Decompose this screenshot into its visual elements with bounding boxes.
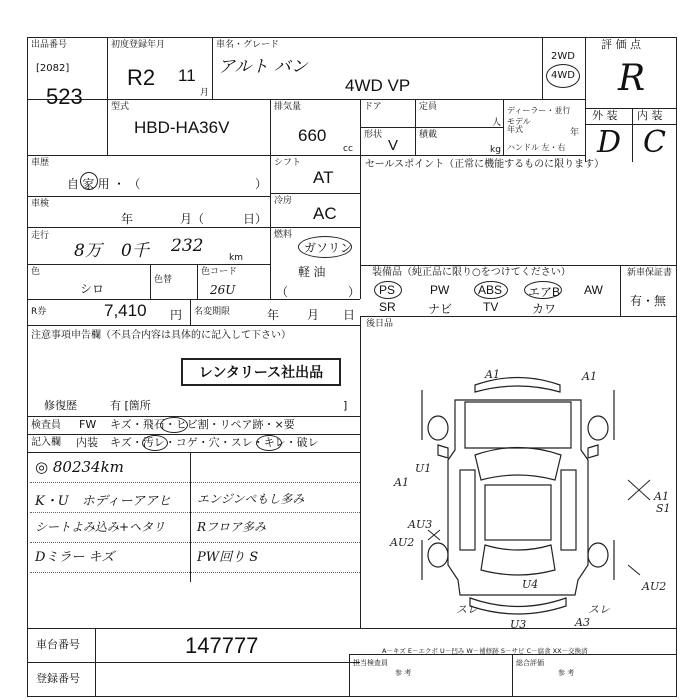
model-year-label: モデル 年式	[507, 117, 531, 134]
door-label: ドア	[364, 102, 382, 112]
lot-label: 出品番号	[31, 40, 68, 50]
shape: V	[388, 137, 399, 154]
drive-2wd: 2WD	[551, 51, 575, 62]
repair-value: 有 [箇所	[110, 399, 151, 412]
car-name: アルト バン	[218, 57, 308, 77]
name-change-year: 年	[267, 308, 280, 322]
damage-legend: A－キズ E－エクボ U－凹み W－補修跡 S－サビ C－腐食 XX－交換済	[382, 647, 588, 655]
model: HBD-HA36V	[134, 118, 230, 137]
km-unit: km	[229, 253, 243, 263]
equip-airbag: エアB	[528, 285, 561, 299]
color-code: 26U	[210, 283, 236, 297]
color-value: シロ	[80, 282, 105, 296]
chassis-label: 車台番号	[36, 638, 80, 651]
equip-sr: SR	[379, 300, 396, 314]
shift: AT	[313, 168, 334, 187]
note-body-1: K・U ホディーアアヒ	[35, 494, 171, 509]
inspector-label: 担当検査員	[353, 659, 388, 667]
grade: 4WD VP	[345, 76, 411, 95]
chassis-number: 147777	[185, 633, 259, 658]
ac-label: 冷房	[274, 196, 293, 206]
inspection-year: 年	[121, 212, 134, 226]
mark-a1-front-left: A1	[485, 368, 500, 381]
color-code-label: 色コード	[201, 267, 238, 277]
shape-label: 形状	[364, 130, 383, 140]
reg-label: 登録番号	[36, 672, 80, 685]
exterior-label: 外 装	[592, 109, 618, 122]
equip-ps: PS	[379, 283, 396, 297]
mark-au2-right: AU2	[642, 580, 667, 593]
warranty-value: 有・無	[630, 294, 667, 308]
fuel-label: 燃料	[274, 230, 293, 240]
mark-u4: U4	[522, 578, 539, 591]
equip-tv: TV	[483, 300, 499, 314]
cc-unit: cc	[343, 144, 353, 154]
history-label: 車歴	[31, 158, 50, 168]
score: R	[618, 58, 646, 99]
equip-abs: ABS	[478, 283, 503, 297]
equip-navi: ナビ	[428, 302, 453, 316]
note-seat: シートよみ込み+ヘタリ	[35, 520, 166, 534]
mark-a1-right: A1	[654, 490, 669, 503]
load-label: 積載	[419, 130, 438, 140]
mark-a1-front-right: A1	[582, 370, 597, 383]
first-reg-label: 初度登録年月	[111, 40, 166, 50]
mark-a1-left: A1	[394, 476, 409, 489]
mileage-sen: 0千	[121, 241, 149, 261]
equipment-grid	[366, 280, 616, 316]
history-value: 自 家 用 ・ （	[67, 177, 141, 191]
equip-leather: カワ	[532, 302, 557, 316]
mileage-label: 走行	[31, 231, 50, 241]
repair-label: 修復歴	[44, 399, 77, 412]
mark-au3: AU3	[408, 518, 433, 531]
warranty-label: 新車保証書	[627, 268, 673, 278]
mark-scuff-right: スレ	[588, 603, 610, 616]
mark-s1: S1	[656, 502, 671, 515]
first-reg-month-unit: 月	[200, 88, 210, 98]
name-grade-label: 車名・グレード	[216, 40, 280, 50]
rating-label: 総合評価	[516, 659, 544, 667]
note-engine: エンジンペもし多み	[197, 492, 305, 506]
shift-label: シフト	[274, 158, 302, 168]
dealer-label: ディーラー・並行	[507, 106, 571, 115]
mark-u1: U1	[415, 462, 432, 475]
rental-lease-stamp: レンタリース社出品	[181, 358, 341, 386]
model-label: 型式	[111, 102, 130, 112]
interior-grade: C	[643, 125, 666, 160]
note-mirror: Dミラー キズ	[35, 550, 115, 565]
person-unit: 人	[492, 118, 502, 128]
notes-label: 注意事項申告欄（不具合内容は具体的に記入して下さい）	[31, 330, 291, 341]
inspection-label: 車検	[31, 199, 50, 209]
repair-close: ]	[343, 399, 348, 412]
fuel-1: ガソリン	[304, 241, 353, 255]
interior-label: 内 装	[637, 109, 663, 122]
equip-pw: PW	[430, 283, 450, 297]
car-damage-diagram	[360, 330, 677, 630]
note-pw: PW回り S	[197, 550, 259, 565]
rating-sub: 参 考	[558, 669, 575, 677]
equip-aw: AW	[584, 283, 603, 297]
inspection-month: 月（	[180, 212, 205, 226]
first-reg-era: R2	[127, 65, 156, 90]
lot-number: 523	[46, 84, 83, 109]
note-mileage: ◎ 80234km	[35, 458, 124, 476]
recycle-yen: 円	[170, 308, 183, 322]
color-label: 色	[31, 267, 41, 277]
drive-4wd: 4WD	[551, 70, 575, 81]
name-change-day: 日	[343, 308, 356, 322]
recycle-label: R券	[31, 307, 47, 317]
history-close: ）	[255, 177, 268, 191]
check-fw: FW	[79, 418, 97, 431]
fuel-2: 軽 油	[298, 265, 326, 279]
entry-items: キズ・汚レ・コゲ・穴・スレ・キレ・破レ	[110, 436, 319, 449]
handle-label: ハンドル 左・右	[507, 143, 566, 152]
displacement: 660	[298, 126, 327, 145]
entry-label: 記入欄	[31, 437, 61, 448]
name-change-label: 名変期限	[194, 307, 231, 317]
mileage-man: 8万	[74, 241, 102, 261]
mark-scuff-left: スレ	[456, 603, 478, 616]
mark-u3: U3	[510, 618, 527, 630]
rear-seat-label: 後日品	[366, 319, 394, 329]
sales-point-label: セールスポイント（正常に機能するものに限ります）	[365, 159, 605, 170]
first-reg-month: 11	[178, 66, 196, 85]
fuel-paren: （ ）	[276, 285, 361, 299]
mark-au2-left: AU2	[390, 536, 415, 549]
name-change-month: 月	[307, 308, 320, 322]
score-label: 評 価 点	[601, 38, 641, 51]
capacity-label: 定員	[419, 102, 438, 112]
ac: AC	[313, 204, 337, 223]
equipment-label: 装備品（純正品に限り○をつけてください）	[372, 267, 571, 278]
color-change-label: 色替	[154, 275, 173, 285]
mark-a3: A3	[575, 616, 590, 629]
recycle-amount: 7,410	[104, 301, 147, 320]
note-floor: Rフロア多み	[197, 520, 267, 534]
mileage-rest: 232	[171, 236, 204, 256]
entry-interior: 内装	[76, 436, 98, 449]
year-unit: 年	[570, 128, 580, 138]
inspection-day: 日）	[243, 212, 268, 226]
check-label: 検査員	[31, 420, 61, 431]
lot-code: [2082]	[36, 63, 70, 74]
exterior-grade: D	[597, 125, 622, 160]
check-items: キズ・飛石・ヒビ割・リペア跡・×要	[110, 418, 295, 431]
inspector-sub: 参 考	[395, 669, 412, 677]
kg-unit: kg	[490, 145, 501, 155]
displacement-label: 排気量	[274, 102, 302, 112]
